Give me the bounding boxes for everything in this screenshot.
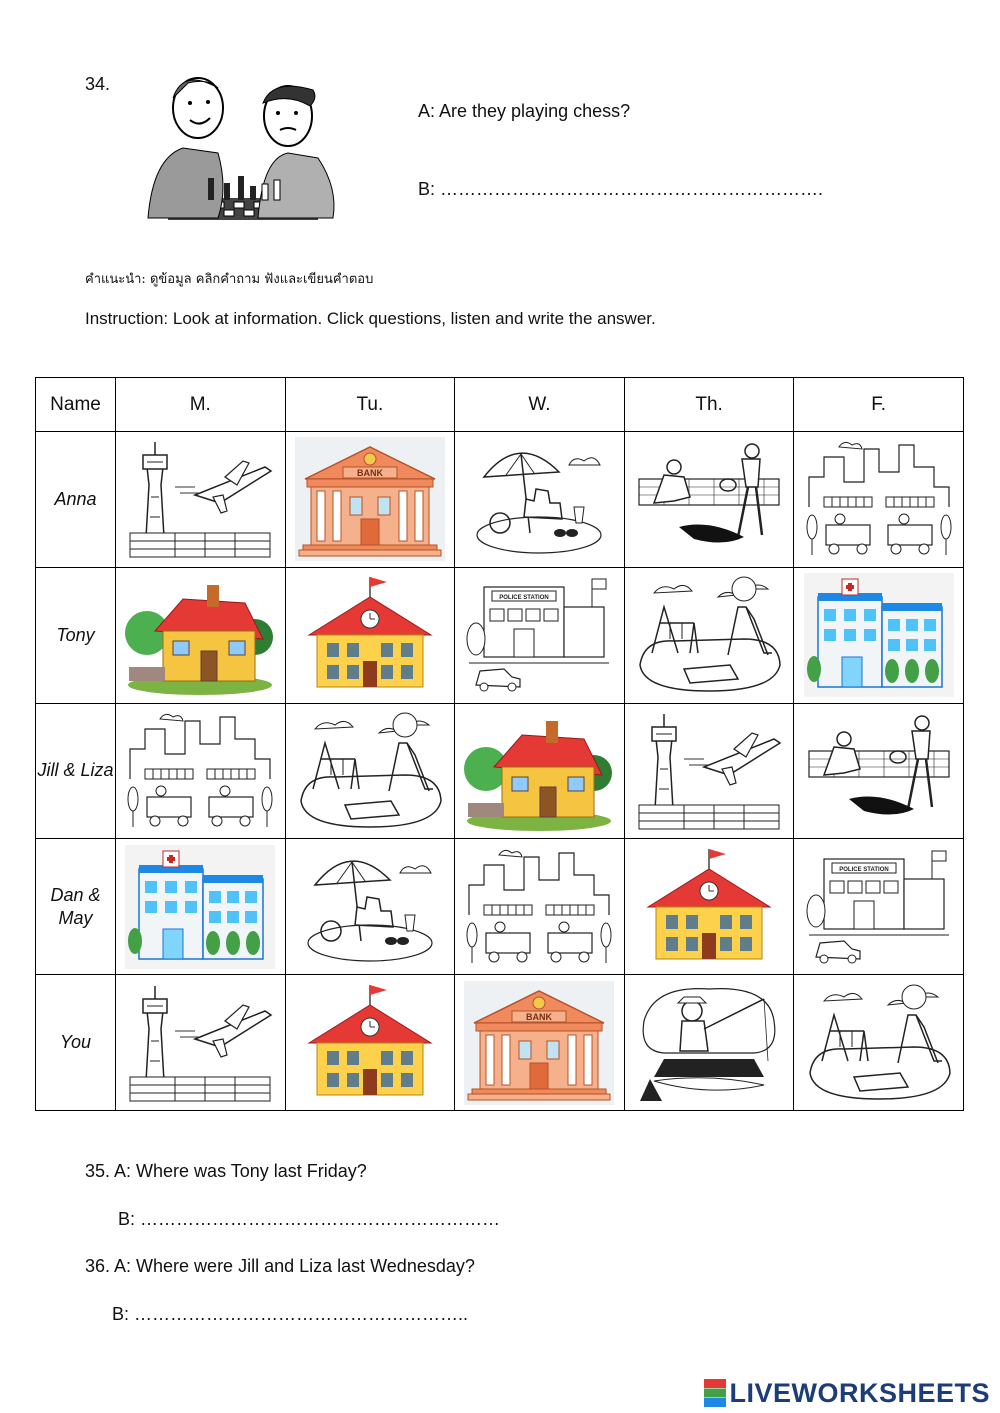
schedule-table (35, 377, 964, 1111)
beach-image (464, 437, 614, 561)
police-station-image (464, 573, 614, 697)
row-name-you: You (36, 975, 116, 1111)
beach-image (295, 845, 445, 969)
cell-you-tuesday (285, 975, 455, 1111)
cell-dan-may-friday (794, 839, 964, 975)
question-36-answer-line[interactable]: B: ……………………………………………….. (112, 1304, 469, 1324)
question-34-answer-line[interactable]: B: ………………………………………………………. (418, 179, 824, 199)
table-row (36, 432, 964, 568)
market-image (804, 437, 954, 561)
cell-anna-monday (116, 432, 286, 568)
question-34-number: 34. (85, 74, 111, 94)
cell-tony-thursday (624, 567, 794, 703)
cell-tony-wednesday (455, 567, 625, 703)
question-36[interactable]: 36. A: Where were Jill and Liza last Wednesday? (85, 1256, 475, 1276)
playground-image (295, 709, 445, 833)
header-name: Name (36, 378, 116, 432)
cell-tony-tuesday (285, 567, 455, 703)
police-station-image (804, 845, 954, 969)
logo-text: LIVEWORKSHEETS (729, 1377, 990, 1408)
cell-jill-liza-wednesday (455, 703, 625, 839)
row-name-dan-may: Dan & May (36, 839, 116, 975)
cell-dan-may-wednesday (455, 839, 625, 975)
cell-tony-friday (794, 567, 964, 703)
house-image (464, 709, 614, 833)
cell-jill-liza-tuesday (285, 703, 455, 839)
airport-image (125, 981, 275, 1105)
cell-jill-liza-monday (116, 703, 286, 839)
chess-players-illustration (138, 68, 343, 230)
cell-you-wednesday (455, 975, 625, 1111)
tennis-image (804, 709, 954, 833)
row-name-tony: Tony (36, 567, 116, 703)
header-friday: F. (794, 378, 964, 432)
table-row (36, 703, 964, 839)
instruction-english: Instruction: Look at information. Click questions, listen and write the answer. (85, 309, 656, 328)
header-thursday: Th. (624, 378, 794, 432)
row-name-anna: Anna (36, 432, 116, 568)
instruction-thai: คำแนะนำ: ดูข้อมูล คลิกคำถาม ฟังและเขียนคำตอบ (85, 272, 374, 287)
table-header-row (36, 378, 964, 432)
tennis-image (634, 437, 784, 561)
liveworksheets-logo (704, 1376, 990, 1410)
cell-dan-may-thursday (624, 839, 794, 975)
market-image (464, 845, 614, 969)
cell-jill-liza-thursday (624, 703, 794, 839)
logo-badge-icon (704, 1379, 726, 1407)
question-35-answer-line[interactable]: B: …………………………………………………… (118, 1209, 501, 1229)
cell-dan-may-monday (116, 839, 286, 975)
hospital-image (125, 845, 275, 969)
cell-jill-liza-friday (794, 703, 964, 839)
fishing-image (634, 981, 784, 1105)
question-35[interactable]: 35. A: Where was Tony last Friday? (85, 1161, 367, 1181)
school-image (634, 845, 784, 969)
bank-image (464, 981, 614, 1105)
playground-image (804, 981, 954, 1105)
airport-image (634, 709, 784, 833)
cell-dan-may-tuesday (285, 839, 455, 975)
table-row (36, 839, 964, 975)
cell-tony-monday (116, 567, 286, 703)
school-image (295, 573, 445, 697)
cell-you-monday (116, 975, 286, 1111)
header-monday: M. (116, 378, 286, 432)
row-name-jill-liza: Jill & Liza (36, 703, 116, 839)
market-image (125, 709, 275, 833)
table-row (36, 567, 964, 703)
header-tuesday: Tu. (285, 378, 455, 432)
house-image (125, 573, 275, 697)
header-wednesday: W. (455, 378, 625, 432)
cell-anna-wednesday (455, 432, 625, 568)
school-image (295, 981, 445, 1105)
hospital-image (804, 573, 954, 697)
cell-anna-friday (794, 432, 964, 568)
cell-anna-thursday (624, 432, 794, 568)
question-34-a: A: Are they playing chess? (418, 101, 631, 121)
airport-image (125, 437, 275, 561)
playground-image (634, 573, 784, 697)
cell-anna-tuesday (285, 432, 455, 568)
table-row (36, 975, 964, 1111)
bank-image (295, 437, 445, 561)
cell-you-friday (794, 975, 964, 1111)
cell-you-thursday (624, 975, 794, 1111)
